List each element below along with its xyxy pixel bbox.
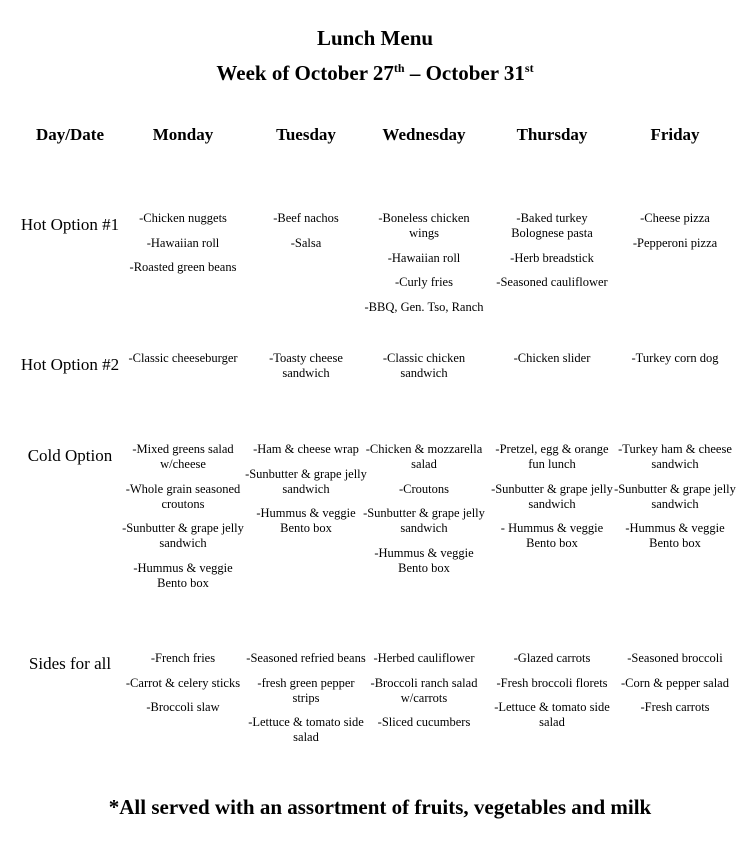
menu-item: -Hawaiian roll [387, 250, 461, 265]
header-wednesday: Wednesday [382, 125, 466, 144]
menu-item: -Chicken & mozzarella salad [365, 442, 483, 471]
menu-item: -Hummus & veggie Bento box [133, 560, 233, 590]
menu-item: -Seasoned broccoli [627, 651, 723, 665]
menu-cell-friday [614, 651, 736, 725]
menu-item: -Ham & cheese wrap [253, 442, 359, 456]
menu-cell-tuesday [245, 351, 367, 391]
menu-item: -Turkey corn dog [631, 351, 719, 365]
menu-item: -Turkey ham & cheese sandwich [618, 442, 732, 471]
menu-item: -Sliced cucumbers [377, 715, 471, 729]
menu-item: -Broccoli ranch salad w/carrots [370, 675, 478, 705]
menu-item: -fresh green pepper strips [257, 675, 355, 705]
menu-item: -Pretzel, egg & orange fun lunch [495, 442, 609, 471]
menu-cell-friday [614, 211, 736, 260]
menu-item: -Broccoli slaw [146, 700, 220, 714]
menu-item: -Croutons [399, 481, 449, 496]
menu-item: -Hummus & veggie Bento box [256, 506, 356, 535]
week-end: – October 31 [404, 61, 525, 85]
menu-item: -Hummus & veggie Bento box [374, 545, 474, 575]
header-friday: Friday [650, 125, 700, 144]
menu-item: -Toasty cheese sandwich [269, 351, 343, 380]
header-thursday: Thursday [516, 125, 588, 144]
menu-item: -Boneless chicken wings [378, 211, 470, 240]
menu-cell-thursday [489, 211, 615, 300]
menu-cell-monday [118, 651, 248, 725]
menu-item: -Carrot & celery sticks [125, 675, 241, 690]
menu-item: -Baked turkey Bolognese pasta [511, 211, 593, 240]
menu-item: - Hummus & veggie Bento box [500, 521, 604, 550]
menu-cell-friday [614, 351, 736, 376]
header-tuesday: Tuesday [276, 125, 336, 144]
menu-cell-monday [118, 442, 248, 600]
row-label-text: Hot Option #1 [20, 215, 120, 234]
week-subtitle [0, 61, 750, 86]
menu-item: -Curly fries [395, 275, 453, 289]
menu-cell-tuesday [245, 651, 367, 755]
menu-item: -Lettuce & tomato side salad [248, 715, 364, 744]
menu-item: -Salsa [290, 235, 322, 250]
menu-item: -Sunbutter & grape jelly sandwich [614, 481, 736, 511]
row-label-text: Sides for all [28, 654, 112, 673]
menu-cell-wednesday [362, 351, 486, 391]
menu-item: -Classic chicken sandwich [382, 351, 466, 380]
menu-item: -Herbed cauliflower [373, 651, 475, 665]
footer-note: *All served with an assortment of fruits, vegetables and milk [108, 795, 652, 819]
menu-item: -Lettuce & tomato side salad [494, 700, 610, 729]
menu-cell-thursday [489, 651, 615, 740]
header-day-date: Day/Date [36, 125, 104, 144]
menu-item: -Beef nachos [273, 211, 339, 225]
menu-cell-tuesday [245, 211, 367, 260]
menu-cell-tuesday [245, 442, 367, 546]
menu-item: -Chicken slider [513, 351, 591, 365]
menu-item: -French fries [150, 651, 216, 665]
menu-item: -Hawaiian roll [146, 235, 220, 250]
week-start-suffix: th [393, 61, 405, 75]
header-monday: Monday [152, 125, 214, 144]
menu-cell-wednesday [362, 442, 486, 585]
menu-cell-wednesday [362, 211, 486, 324]
menu-item: -Fresh broccoli florets [496, 675, 608, 690]
menu-cell-thursday [489, 351, 615, 376]
menu-item: -Corn & pepper salad [621, 675, 729, 690]
row-label-text: Cold Option [27, 446, 113, 465]
menu-item: -Classic cheeseburger [128, 351, 238, 365]
menu-item: -Sunbutter & grape jelly sandwich [122, 521, 244, 550]
menu-item: -Chicken nuggets [139, 211, 227, 225]
week-end-suffix: st [524, 61, 534, 75]
menu-item: -Roasted green beans [129, 260, 237, 274]
menu-item: -Hummus & veggie Bento box [625, 521, 725, 550]
menu-item: -Whole grain seasoned croutons [125, 481, 241, 511]
page-title: Lunch Menu [316, 26, 434, 50]
menu-item: -Glazed carrots [513, 651, 591, 665]
menu-item: -Mixed greens salad w/cheese [132, 442, 234, 471]
menu-item: -Seasoned refried beans [246, 651, 366, 665]
menu-item: -Sunbutter & grape jelly sandwich [363, 506, 485, 535]
menu-item: -Sunbutter & grape jelly sandwich [245, 466, 367, 496]
menu-item: -Seasoned cauliflower [496, 275, 608, 289]
menu-item: -Sunbutter & grape jelly sandwich [491, 481, 613, 511]
menu-item: -Pepperoni pizza [632, 235, 718, 250]
week-start: Week of October 27 [216, 61, 394, 85]
menu-cell-thursday [489, 442, 615, 561]
menu-cell-wednesday [362, 651, 486, 740]
row-label-text: Hot Option #2 [20, 355, 120, 374]
menu-item: -Herb breadstick [510, 250, 594, 265]
menu-item: -Cheese pizza [640, 211, 710, 225]
menu-item: -Fresh carrots [640, 700, 710, 714]
menu-cell-friday [614, 442, 736, 561]
menu-item: -BBQ, Gen. Tso, Ranch [364, 299, 484, 314]
menu-cell-monday [118, 211, 248, 285]
menu-cell-monday [118, 351, 248, 376]
